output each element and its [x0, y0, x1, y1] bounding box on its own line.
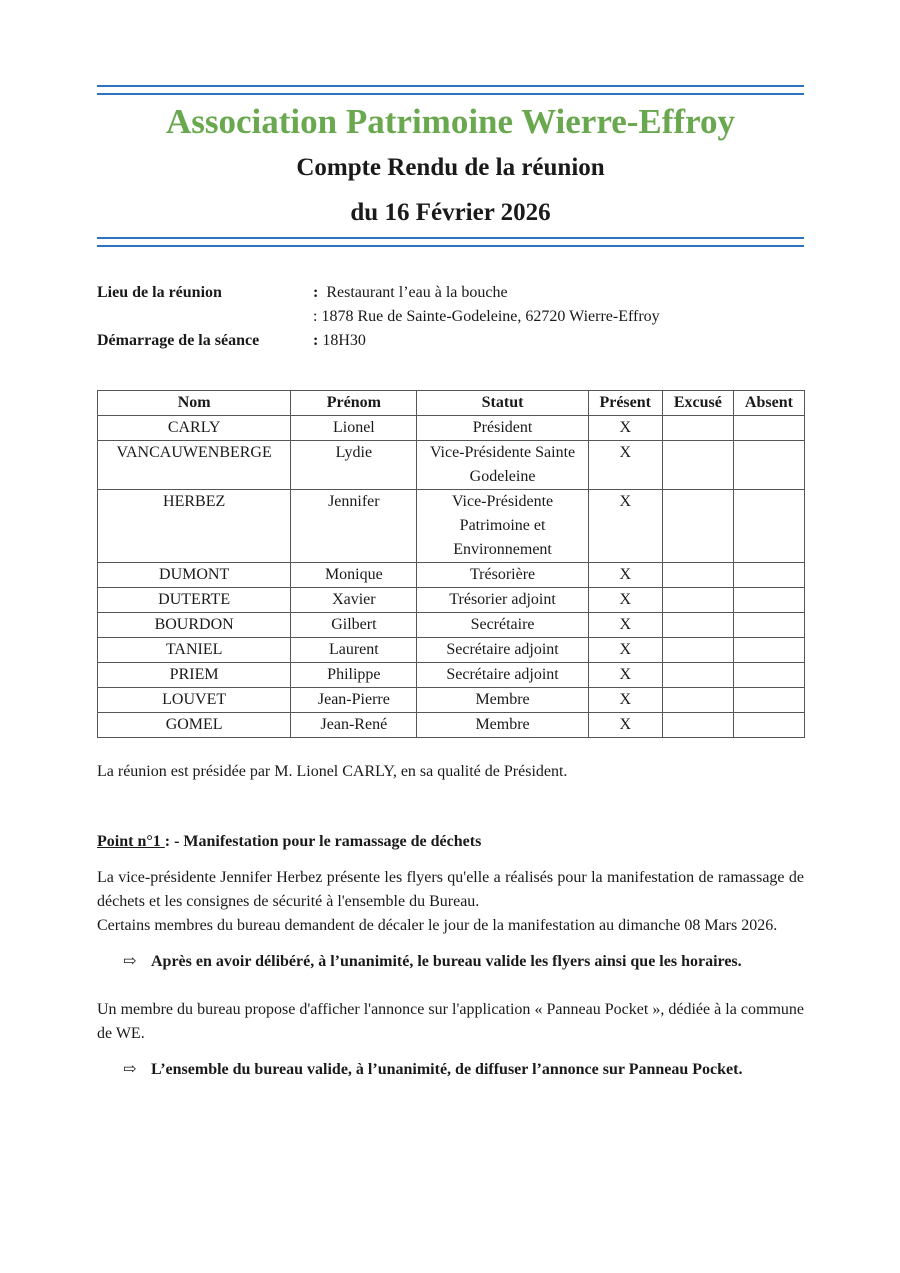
point-1-title: : - Manifestation pour le ramassage de déchets: [164, 833, 482, 850]
cell-nom: PRIEM: [98, 663, 291, 688]
header-prenom: Prénom: [291, 391, 417, 416]
cell-absent: [733, 416, 804, 441]
cell-prenom: Gilbert: [291, 613, 417, 638]
cell-prenom: Lydie: [291, 441, 417, 490]
cell-present: X: [588, 613, 662, 638]
cell-nom: TANIEL: [98, 638, 291, 663]
cell-statut: Trésorière: [417, 563, 588, 588]
start-colon: :: [313, 332, 319, 349]
table-row: [98, 441, 805, 490]
table-row: [98, 490, 805, 563]
cell-present: X: [588, 416, 662, 441]
cell-statut: Trésorier adjoint: [417, 588, 588, 613]
cell-nom: GOMEL: [98, 713, 291, 738]
table-row: [98, 588, 805, 613]
cell-absent: [733, 688, 804, 713]
cell-excuse: [662, 663, 733, 688]
table-row: [98, 663, 805, 688]
cell-excuse: [662, 416, 733, 441]
top-double-rule: [97, 85, 804, 95]
cell-prenom: Jean-René: [291, 713, 417, 738]
cell-present: X: [588, 563, 662, 588]
cell-statut: Secrétaire: [417, 613, 588, 638]
cell-present: X: [588, 588, 662, 613]
report-date: du 16 Février 2026: [350, 199, 551, 226]
decision-2-text: L’ensemble du bureau valide, à l’unanimité, de diffuser l’annonce sur Panneau Pocket.: [151, 1061, 743, 1078]
location-address: : 1878 Rue de Sainte-Godeleine, 62720 Wierre-Effroy: [313, 308, 660, 325]
cell-excuse: [662, 490, 733, 563]
decision-2: [97, 1058, 804, 1082]
cell-statut: Secrétaire adjoint: [417, 663, 588, 688]
point-1-paragraph-1: [97, 866, 804, 938]
cell-statut: Secrétaire adjoint: [417, 638, 588, 663]
cell-prenom: Jennifer: [291, 490, 417, 563]
right-arrow-icon: ⇨: [123, 953, 137, 970]
meeting-info: [97, 281, 804, 353]
cell-statut: Vice-Présidente Patrimoine et Environnement: [417, 490, 588, 563]
location-row: [97, 281, 804, 305]
header-absent: Absent: [733, 391, 804, 416]
cell-statut: Vice-Présidente Sainte Godeleine: [417, 441, 588, 490]
cell-prenom: Lionel: [291, 416, 417, 441]
cell-nom: DUTERTE: [98, 588, 291, 613]
cell-excuse: [662, 713, 733, 738]
cell-present: X: [588, 713, 662, 738]
header-present: Présent: [588, 391, 662, 416]
attendance-table: [97, 390, 805, 738]
point-1-text-b: Certains membres du bureau demandent de décaler le jour de la manifestation au dimanche 08 Mars 2026.: [97, 917, 778, 934]
cell-statut: Membre: [417, 688, 588, 713]
cell-nom: BOURDON: [98, 613, 291, 638]
cell-prenom: Philippe: [291, 663, 417, 688]
header-nom: Nom: [98, 391, 291, 416]
cell-present: X: [588, 490, 662, 563]
address-row: [97, 305, 804, 329]
location-colon: :: [313, 284, 319, 301]
cell-excuse: [662, 688, 733, 713]
cell-excuse: [662, 441, 733, 490]
cell-nom: VANCAUWENBERGE: [98, 441, 291, 490]
table-row: [98, 613, 805, 638]
presided-statement: La réunion est présidée par M. Lionel CARLY, en sa qualité de Président.: [97, 763, 568, 780]
cell-excuse: [662, 563, 733, 588]
cell-absent: [733, 588, 804, 613]
cell-absent: [733, 563, 804, 588]
cell-present: X: [588, 663, 662, 688]
cell-statut: Président: [417, 416, 588, 441]
cell-prenom: Laurent: [291, 638, 417, 663]
cell-absent: [733, 441, 804, 490]
cell-absent: [733, 638, 804, 663]
location-label: Lieu de la réunion: [97, 284, 222, 301]
point-1-label: Point n°1: [97, 833, 165, 850]
table-row: [98, 688, 805, 713]
cell-excuse: [662, 613, 733, 638]
cell-absent: [733, 713, 804, 738]
cell-nom: DUMONT: [98, 563, 291, 588]
cell-nom: CARLY: [98, 416, 291, 441]
table-row: [98, 638, 805, 663]
cell-prenom: Monique: [291, 563, 417, 588]
cell-excuse: [662, 638, 733, 663]
decision-1-text: Après en avoir délibéré, à l’unanimité, le bureau valide les flyers ainsi que les horaires.: [151, 953, 742, 970]
table-row: [98, 713, 805, 738]
location-name: Restaurant l’eau à la bouche: [326, 284, 508, 301]
start-label: Démarrage de la séance: [97, 332, 260, 349]
cell-absent: [733, 663, 804, 688]
cell-absent: [733, 490, 804, 563]
cell-excuse: [662, 588, 733, 613]
table-row: [98, 416, 805, 441]
start-time: 18H30: [322, 332, 366, 349]
start-row: [97, 329, 804, 353]
point-1-paragraph-2: Un membre du bureau propose d'afficher l'annonce sur l'application « Panneau Pocket », dédiée à la commune de WE.: [97, 1001, 804, 1042]
document-page: [97, 85, 804, 1082]
cell-present: X: [588, 441, 662, 490]
right-arrow-icon: ⇨: [123, 1061, 137, 1078]
cell-present: X: [588, 638, 662, 663]
cell-prenom: Jean-Pierre: [291, 688, 417, 713]
cell-nom: LOUVET: [98, 688, 291, 713]
organization-title: Association Patrimoine Wierre-Effroy: [166, 102, 735, 141]
bottom-double-rule: [97, 237, 804, 247]
header-excuse: Excusé: [662, 391, 733, 416]
cell-present: X: [588, 688, 662, 713]
cell-absent: [733, 613, 804, 638]
decision-1: [97, 950, 804, 974]
table-row: [98, 563, 805, 588]
cell-nom: HERBEZ: [98, 490, 291, 563]
point-1-heading: [97, 830, 804, 854]
header-statut: Statut: [417, 391, 588, 416]
attendance-header-row: [98, 391, 805, 416]
point-1-text-a: La vice-présidente Jennifer Herbez présente les flyers qu'elle a réalisés pour la manifestation de ramassage de déchets et les consignes de sécurité à l'ensemble du Bureau.: [97, 869, 804, 910]
report-title: Compte Rendu de la réunion: [296, 154, 605, 181]
cell-prenom: Xavier: [291, 588, 417, 613]
cell-statut: Membre: [417, 713, 588, 738]
